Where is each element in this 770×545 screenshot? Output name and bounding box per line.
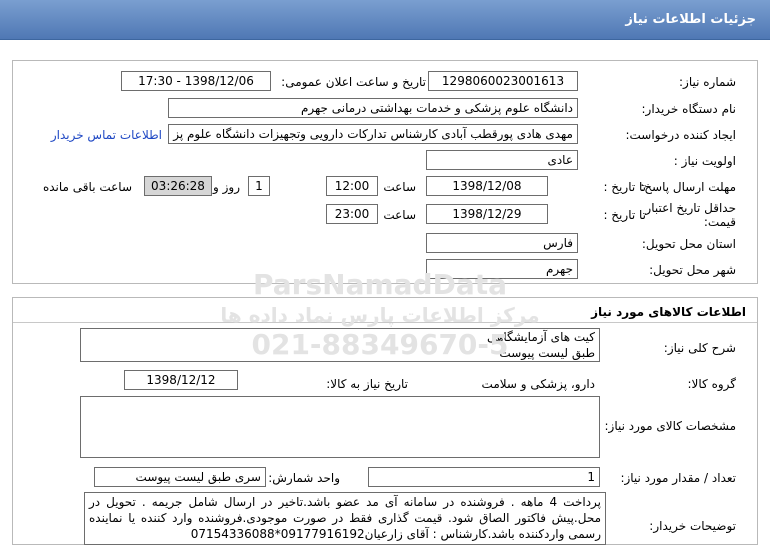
- announce-field: 1398/12/06 - 17:30: [121, 71, 271, 91]
- summary-line-1: کیت های آزمایشگاهی: [487, 330, 595, 344]
- window-title: جزئیات اطلاعات نیاز: [625, 12, 756, 27]
- unit-label: واحد شمارش:: [268, 471, 340, 485]
- reply-to-date-label: تا تاریخ :: [603, 180, 646, 194]
- specs-field: [80, 396, 600, 458]
- reply-time-field: 12:00: [326, 176, 378, 196]
- reply-date-field: 1398/12/08: [426, 176, 548, 196]
- remaining-days-field: 1: [248, 176, 270, 196]
- buyer-org-label: نام دستگاه خریدار:: [641, 102, 736, 116]
- price-validity-label-line1: حداقل تاریخ اعتبار: [645, 201, 736, 215]
- need-date-field: 1398/12/12: [124, 370, 238, 390]
- priority-field: عادی: [426, 150, 578, 170]
- price-validity-label-line2: قیمت:: [703, 215, 736, 229]
- summary-label: شرح کلی نیاز:: [663, 341, 736, 355]
- buyer-notes-field: پرداخت 4 ماهه . فروشنده در سامانه آی مد عضو باشد.تاخیر در ارسال شامل جریمه . تحویل در محل.پیش فاکتور الصاق شود. قیمت گذاری فقط در صورت موجودی.فروشنده وارد کننده یا نماینده رسمی واردکننده باشد.کارشناس : آقای زارعیان09177916192*07154336088: [84, 492, 606, 545]
- specs-label: مشخصات کالای مورد نیاز:: [604, 419, 736, 433]
- quantity-label: تعداد / مقدار مورد نیاز:: [620, 471, 736, 485]
- need-number-field: 1298060023001613: [428, 71, 578, 91]
- summary-field: [80, 328, 600, 362]
- city-field: جهرم: [426, 259, 578, 279]
- watermark-line-3: 021-88349670-5: [251, 328, 509, 361]
- price-validity-date-field: 1398/12/29: [426, 204, 548, 224]
- remaining-time-field: 03:26:28: [144, 176, 212, 196]
- city-label: شهر محل تحویل:: [649, 263, 736, 277]
- reply-time-label: ساعت: [383, 180, 416, 194]
- days-label: روز و: [213, 180, 240, 194]
- summary-line-2: طبق لیست پیوست: [499, 346, 595, 360]
- creator-label: ایجاد کننده درخواست:: [625, 128, 736, 142]
- group-value: دارو، پزشکی و سلامت: [481, 377, 595, 391]
- priority-label: اولویت نیاز :: [673, 154, 736, 168]
- need-date-label: تاریخ نیاز به کالا:: [326, 377, 408, 391]
- province-label: استان محل تحویل:: [641, 237, 736, 251]
- creator-field: مهدی هادی پورقطب آبادی کارشناس تدارکات دارویی وتجهیزات دانشگاه علوم پز: [168, 124, 578, 144]
- buyer-notes-label: توضیحات خریدار:: [649, 519, 736, 533]
- buyer-org-field: دانشگاه علوم پزشکی و خدمات بهداشتی درمانی جهرم: [168, 98, 578, 118]
- watermark-line-1: ParsNamadData: [253, 268, 507, 301]
- window-titlebar: [0, 0, 770, 40]
- unit-field: سری طبق لیست پیوست: [94, 467, 266, 487]
- province-field: فارس: [426, 233, 578, 253]
- group-label: گروه کالا:: [687, 377, 736, 391]
- quantity-field: 1: [368, 467, 600, 487]
- price-validity-time-field: 23:00: [326, 204, 378, 224]
- buyer-contact-link[interactable]: اطلاعات تماس خریدار: [50, 128, 162, 142]
- price-time-label: ساعت: [383, 208, 416, 222]
- watermark-line-2: مرکز اطلاعات پارس نماد داده ها: [220, 303, 540, 327]
- remaining-time-label: ساعت باقی مانده: [42, 180, 132, 194]
- reply-deadline-label: مهلت ارسال پاسخ:: [640, 180, 736, 194]
- goods-section-title: اطلاعات کالاهای مورد نیاز: [591, 305, 746, 319]
- price-to-date-label: تا تاریخ :: [603, 208, 646, 222]
- need-number-label: شماره نیاز:: [679, 75, 736, 89]
- announce-label: تاریخ و ساعت اعلان عمومی:: [281, 75, 426, 89]
- goods-title-divider: [13, 322, 757, 323]
